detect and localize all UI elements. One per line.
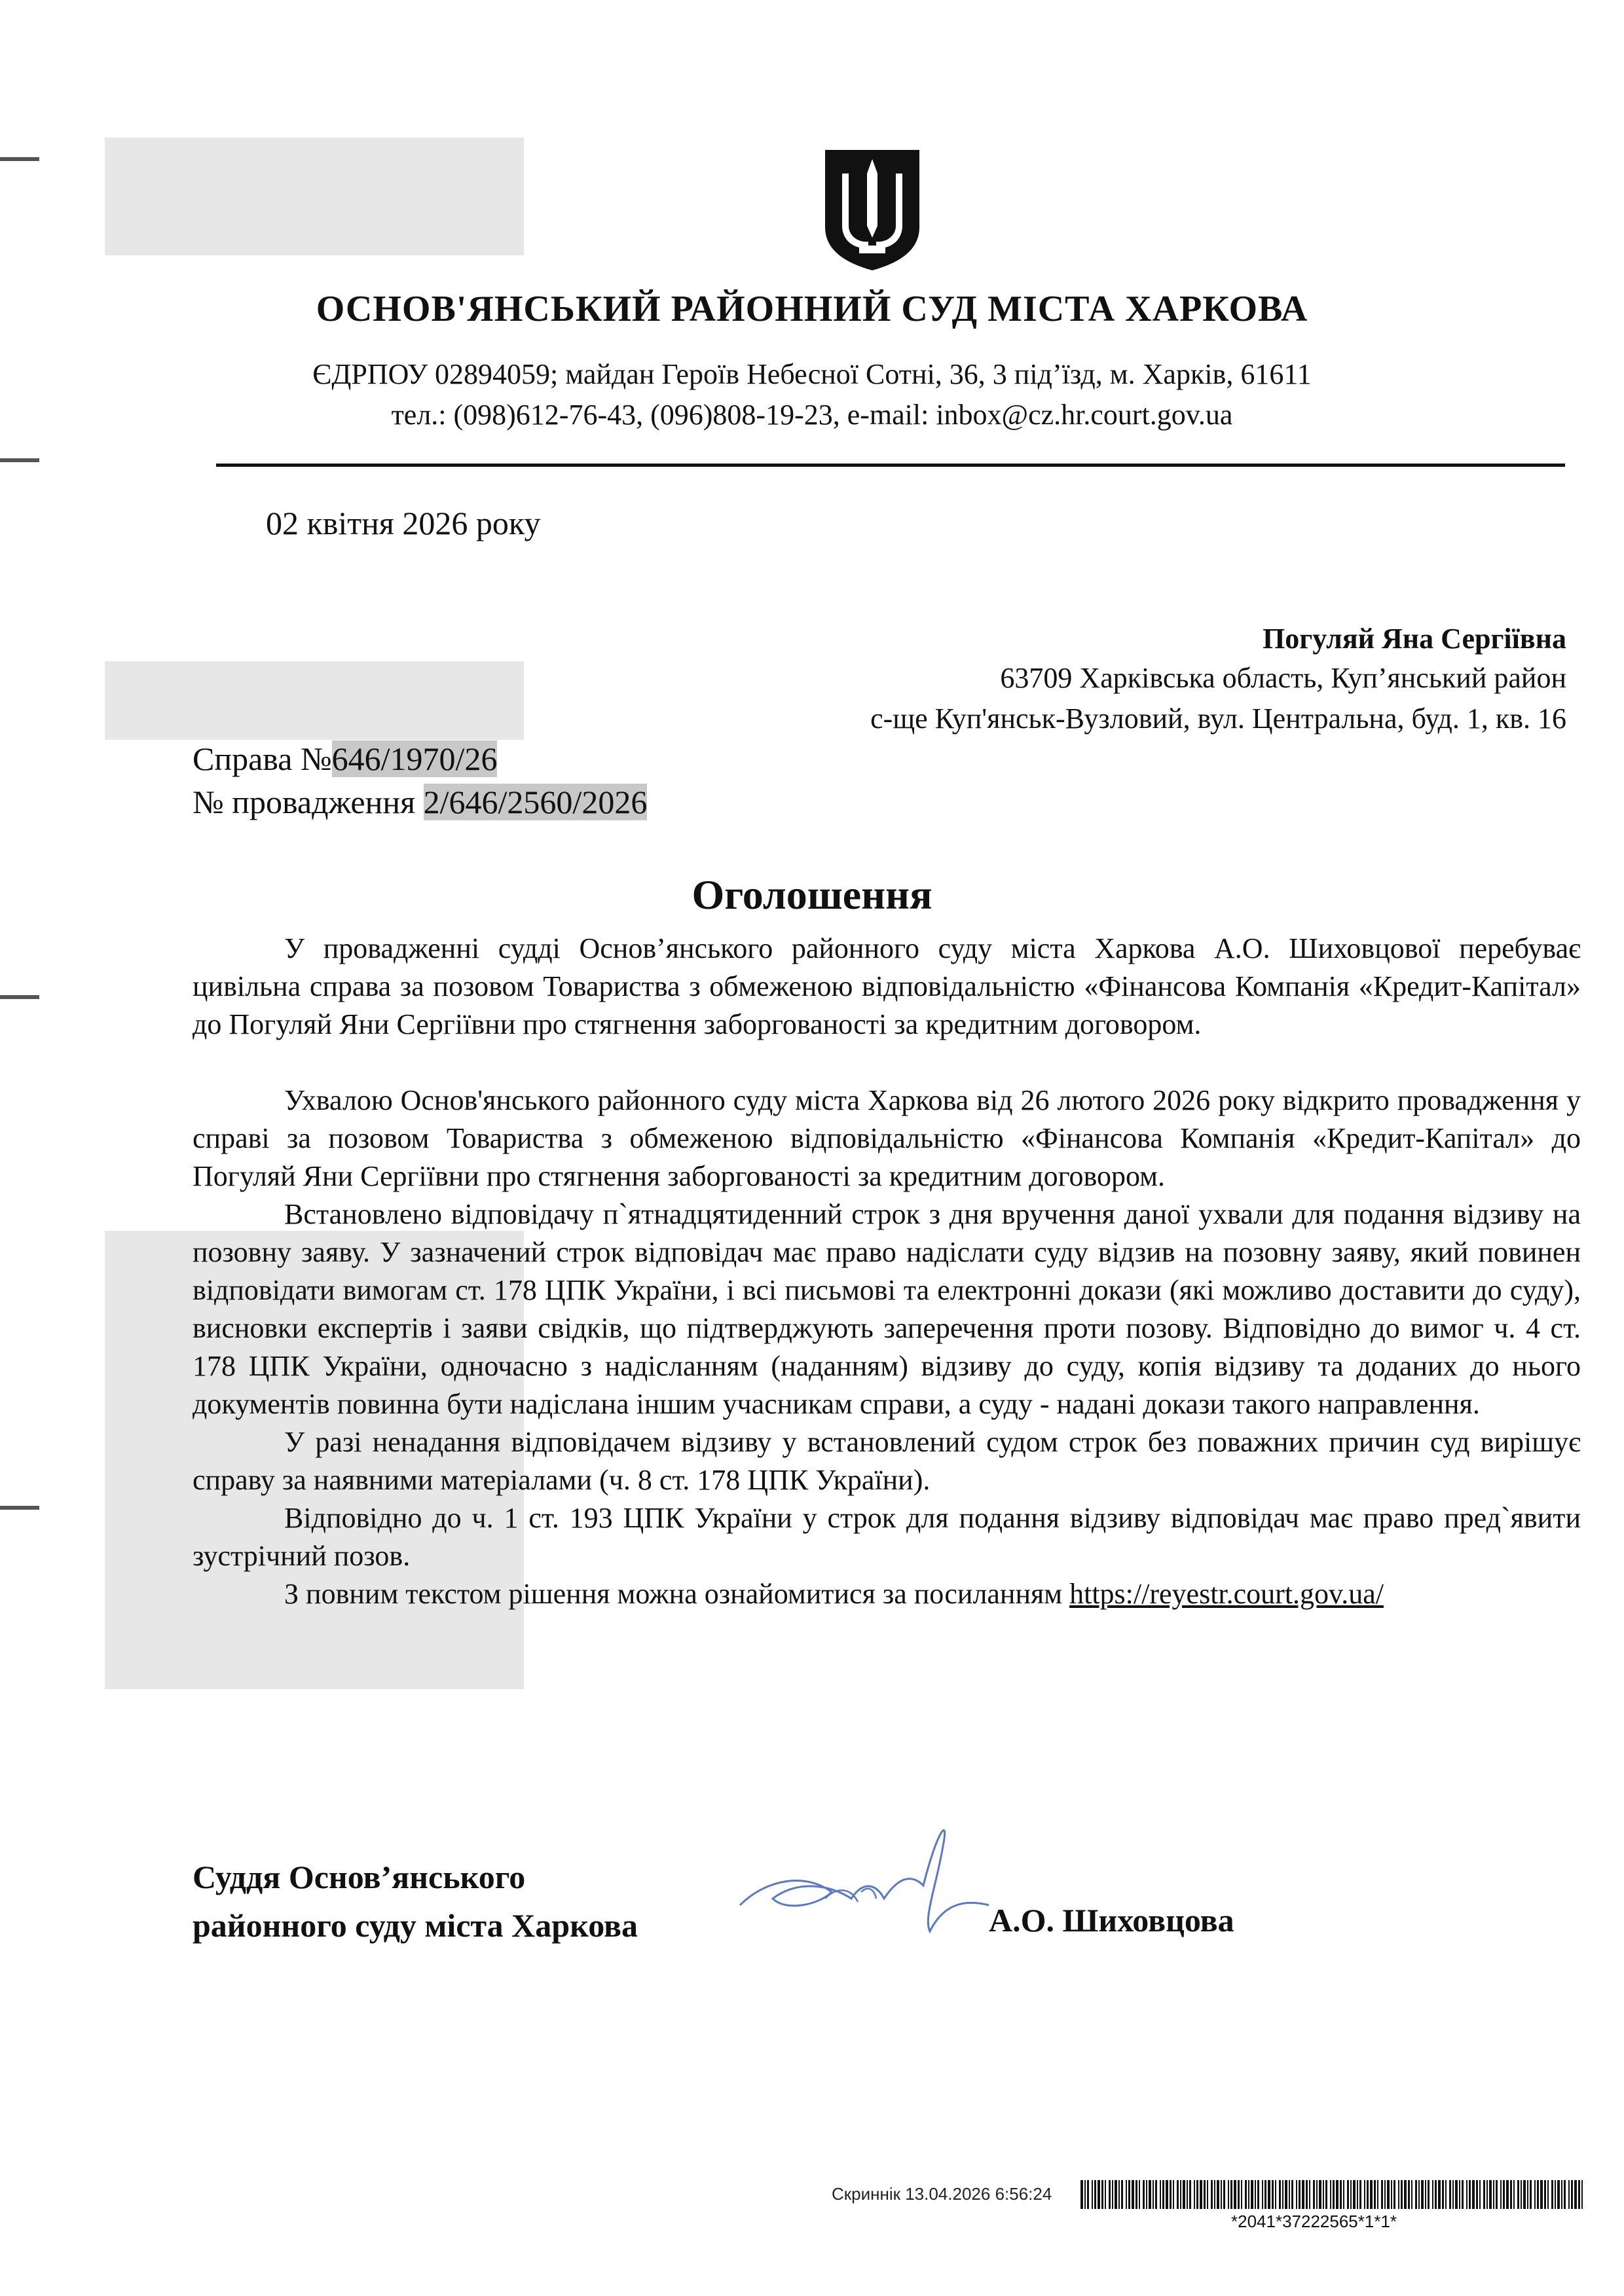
barcode-bar: [1391, 2180, 1392, 2209]
paragraph-4: У разі ненадання відповідачем відзиву у встановлений судом строк без поважних причин суд вирішує справу за наявними матеріалами (ч. 8 ст. 178 ЦПК України).: [193, 1426, 1581, 1496]
barcode-bar: [1118, 2180, 1120, 2209]
recipient-address-line1: 63709 Харківська область, Куп’янський район: [1000, 662, 1566, 694]
barcode-bar: [1094, 2180, 1096, 2209]
barcode-bar: [1173, 2180, 1174, 2209]
barcode-bar: [1272, 2180, 1274, 2209]
barcode-bar: [1248, 2180, 1249, 2209]
barcode-bar: [1561, 2180, 1562, 2209]
barcode-bar: [1234, 2180, 1236, 2209]
barcode-bar: [1343, 2180, 1344, 2209]
barcode-bar: [1459, 2180, 1460, 2209]
barcode-bar: [1547, 2180, 1549, 2209]
barcode-bar: [1309, 2180, 1310, 2209]
paragraph-6: [193, 1575, 1581, 1613]
barcode-bar: [1112, 2180, 1113, 2209]
barcode-bar: [1521, 2180, 1522, 2209]
recipient-address-line2: с-ще Куп'янськ-Вузловий, вул. Центральна, буд. 1, кв. 16: [870, 702, 1566, 735]
barcode: [1080, 2180, 1585, 2209]
barcode-bar: [1517, 2180, 1519, 2209]
barcode-bar: [1500, 2180, 1502, 2209]
barcode-bar: [1537, 2180, 1539, 2209]
case-number-line: [193, 740, 497, 778]
barcode-bar: [1155, 2180, 1157, 2209]
barcode-bar: [1285, 2180, 1287, 2209]
barcode-bar: [1214, 2180, 1215, 2209]
barcode-bar: [1503, 2180, 1505, 2209]
barcode-bar: [1166, 2180, 1168, 2209]
barcode-bar: [1523, 2180, 1526, 2209]
paragraph-3: Встановлено відповідачу п`ятнадцятиденний строк з дня вручення даної ухвали для подання відзиву на позовну заяву. У зазначений строк відповідач має право надіслати суду відзив на позовну заяву, який повинен відповідати вимогам ст. 178 ЦПК України, і всі письмові та електронні докази (які можливо доставити до суду), висновки експертів і заяви свідків, що підтверджують заперечення проти позову. Відповідно до вимог ч. 4 ст. 178 ЦПК України, одночасно з надісланням (наданням) відзиву до суду, копія відзиву та доданих до нього документів повинна бути надіслана іншим учасникам справи, а суду - надані докази такого направлення.: [193, 1198, 1581, 1420]
letter-date: 02 квітня 2026 року: [266, 505, 541, 541]
barcode-bar: [1359, 2180, 1361, 2209]
barcode-bar: [1177, 2180, 1179, 2209]
barcode-bar: [1393, 2180, 1395, 2209]
court-name: ОСНОВ'ЯНСЬКИЙ РАЙОННИЙ СУД МІСТА ХАРКОВА: [316, 289, 1308, 329]
scan-artifact: [0, 157, 39, 161]
barcode-bar: [1162, 2180, 1164, 2209]
header-divider: [216, 464, 1565, 467]
barcode-bar: [1445, 2180, 1447, 2209]
barcode-bar: [1299, 2180, 1301, 2209]
barcode-bar: [1336, 2180, 1338, 2209]
barcode-bar: [1325, 2180, 1327, 2209]
barcode-bar: [1455, 2180, 1458, 2209]
barcode-bar: [1333, 2180, 1335, 2209]
barcode-bar: [1534, 2180, 1536, 2209]
barcode-bar: [1238, 2180, 1240, 2209]
paragraph-2: Ухвалою Основ'янського районного суду міста Харкова від 26 лютого 2026 року відкрито провадження у справі за позовом Товариства з обмеженою відповідальністю «Фінансова Компанія «Кредит-Капітал» до Погуляй Яни Сергіївни про стягнення заборгованості за кредитним договором.: [193, 1084, 1581, 1192]
barcode-bar: [1493, 2180, 1494, 2209]
registry-link[interactable]: https://reyestr.court.gov.ua/: [1069, 1578, 1384, 1610]
barcode-bar: [1513, 2180, 1515, 2209]
barcode-bar: [1262, 2180, 1263, 2209]
barcode-text: *2041*37222565*1*1*: [1231, 2212, 1397, 2231]
barcode-bar: [1370, 2180, 1373, 2209]
barcode-bar: [1428, 2180, 1430, 2209]
barcode-bar: [1245, 2180, 1247, 2209]
barcode-bar: [1183, 2180, 1185, 2209]
scanner-stamp: Скриннік 13.04.2026 6:56:24: [832, 2184, 1052, 2204]
barcode-bar: [1228, 2180, 1229, 2209]
barcode-bar: [1449, 2180, 1451, 2209]
barcode-bar: [1438, 2180, 1441, 2209]
barcode-bar: [1196, 2180, 1198, 2209]
case-label: Справа №: [193, 740, 332, 777]
barcode-bar: [1398, 2180, 1399, 2209]
barcode-bar: [1268, 2180, 1270, 2209]
barcode-bar: [1418, 2180, 1420, 2209]
barcode-bar: [1084, 2180, 1086, 2209]
barcode-bar: [1153, 2180, 1154, 2209]
barcode-bar: [1510, 2180, 1512, 2209]
barcode-bar: [1381, 2180, 1383, 2209]
barcode-bar: [1350, 2180, 1352, 2209]
barcode-bar: [1571, 2180, 1573, 2209]
barcode-bar: [1432, 2180, 1433, 2209]
barcode-bar: [1425, 2180, 1426, 2209]
barcode-bar: [1121, 2180, 1123, 2209]
barcode-bar: [1221, 2180, 1222, 2209]
barcode-bar: [1540, 2180, 1543, 2209]
barcode-bar: [1578, 2180, 1580, 2209]
scan-artifact: [0, 458, 39, 462]
barcode-bar: [1146, 2180, 1147, 2209]
scan-artifact: [105, 137, 524, 255]
barcode-bar: [1279, 2180, 1281, 2209]
court-address: ЄДРПОУ 02894059; майдан Героїв Небесної Сотні, 36, 3 під’їзд, м. Харків, 61611: [312, 358, 1312, 390]
barcode-bar: [1404, 2180, 1407, 2209]
barcode-bar: [1149, 2180, 1151, 2209]
barcode-bar: [1415, 2180, 1417, 2209]
barcode-bar: [1479, 2180, 1481, 2209]
barcode-bar: [1496, 2180, 1498, 2209]
barcode-bar: [1452, 2180, 1454, 2209]
barcode-bar: [1353, 2180, 1356, 2209]
barcode-bar: [1319, 2180, 1321, 2209]
barcode-bar: [1207, 2180, 1208, 2209]
handwritten-signature-icon: [727, 1807, 1002, 1964]
barcode-bar: [1581, 2180, 1583, 2209]
announcement-heading: Оголошення: [692, 871, 932, 918]
barcode-bar: [1557, 2180, 1560, 2209]
barcode-bar: [1291, 2180, 1293, 2209]
barcode-bar: [1230, 2180, 1232, 2209]
barcode-bar: [1187, 2180, 1188, 2209]
paragraph-5: Відповідно до ч. 1 ст. 193 ЦПК України у строк для подання відзиву відповідач має право пред`явити зустрічний позов.: [193, 1502, 1581, 1572]
barcode-bar: [1296, 2180, 1297, 2209]
barcode-bar: [1170, 2180, 1172, 2209]
barcode-bar: [1384, 2180, 1386, 2209]
barcode-bar: [1306, 2180, 1308, 2209]
barcode-bar: [1364, 2180, 1365, 2209]
barcode-bar: [1223, 2180, 1225, 2209]
barcode-bar: [1132, 2180, 1134, 2209]
barcode-bar: [1115, 2180, 1117, 2209]
barcode-bar: [1527, 2180, 1528, 2209]
barcode-bar: [1139, 2180, 1140, 2209]
barcode-bar: [1313, 2180, 1315, 2209]
barcode-bar: [1217, 2180, 1219, 2209]
barcode-bar: [1340, 2180, 1342, 2209]
barcode-bar: [1486, 2180, 1488, 2209]
barcode-bar: [1316, 2180, 1318, 2209]
scan-artifact: [105, 661, 524, 740]
barcode-bar: [1367, 2180, 1369, 2209]
scan-artifact: [0, 995, 39, 999]
barcode-bar: [1128, 2180, 1130, 2209]
barcode-bar: [1506, 2180, 1509, 2209]
barcode-bar: [1411, 2180, 1412, 2209]
barcode-bar: [1302, 2180, 1304, 2209]
judge-title-line2: районного суду міста Харкова: [193, 1907, 638, 1944]
judge-title-line1: Суддя Основ’янського: [193, 1859, 526, 1895]
barcode-bar: [1143, 2180, 1145, 2209]
judge-name: А.О. Шиховцова: [989, 1902, 1234, 1939]
barcode-bar: [1194, 2180, 1195, 2209]
barcode-bar: [1442, 2180, 1444, 2209]
barcode-bar: [1323, 2180, 1324, 2209]
barcode-bar: [1241, 2180, 1242, 2209]
barcode-bar: [1530, 2180, 1532, 2209]
barcode-bar: [1251, 2180, 1253, 2209]
barcode-bar: [1544, 2180, 1546, 2209]
barcode-bar: [1330, 2180, 1331, 2209]
barcode-bar: [1555, 2180, 1556, 2209]
barcode-bar: [1126, 2180, 1127, 2209]
barcode-bar: [1574, 2180, 1577, 2209]
case-number: 646/1970/26: [331, 740, 498, 777]
barcode-bar: [1211, 2180, 1213, 2209]
recipient-name: Погуляй Яна Сергіївна: [1263, 623, 1566, 655]
barcode-bar: [1289, 2180, 1290, 2209]
barcode-bar: [1377, 2180, 1378, 2209]
barcode-bar: [1264, 2180, 1266, 2209]
scan-artifact: [0, 1506, 39, 1510]
barcode-bar: [1080, 2180, 1083, 2209]
barcode-bar: [1257, 2180, 1259, 2209]
barcode-bar: [1282, 2180, 1283, 2209]
barcode-bar: [1255, 2180, 1256, 2209]
barcode-bar: [1374, 2180, 1376, 2209]
barcode-bar: [1387, 2180, 1390, 2209]
court-contacts: тел.: (098)612-76-43, (096)808-19-23, e-mail: inbox@cz.hr.court.gov.ua: [391, 399, 1233, 431]
proceeding-label: № провадження: [193, 784, 424, 820]
barcode-bar: [1347, 2180, 1349, 2209]
barcode-bar: [1568, 2180, 1570, 2209]
judge-title: [193, 1853, 638, 1950]
barcode-bar: [1401, 2180, 1403, 2209]
trident-emblem-icon: [822, 147, 922, 272]
barcode-bar: [1462, 2180, 1464, 2209]
barcode-bar: [1160, 2180, 1161, 2209]
paragraph-1: У провадженні судді Основ’янського районного суду міста Харкова А.О. Шиховцової перебуває цивільна справа за позовом Товариства з обмеженою відповідальністю «Фінансова Компанія «Кредит-Капітал» до Погуляй Яни Сергіївни про стягнення заборгованості за кредитним договором.: [193, 932, 1581, 1040]
barcode-bar: [1421, 2180, 1424, 2209]
barcode-bar: [1472, 2180, 1475, 2209]
barcode-bar: [1200, 2180, 1202, 2209]
paragraph-6-text: З повним текстом рішення можна ознайомитися за посиланням: [284, 1578, 1070, 1610]
announcement-body: [193, 930, 1581, 1613]
barcode-bar: [1564, 2180, 1566, 2209]
barcode-bar: [1135, 2180, 1137, 2209]
barcode-bar: [1098, 2180, 1100, 2209]
barcode-bar: [1189, 2180, 1191, 2209]
barcode-bar: [1109, 2180, 1111, 2209]
barcode-bar: [1469, 2180, 1471, 2209]
barcode-bar: [1101, 2180, 1103, 2209]
barcode-bar: [1105, 2180, 1106, 2209]
barcode-bar: [1204, 2180, 1206, 2209]
barcode-bar: [1092, 2180, 1093, 2209]
barcode-bar: [1357, 2180, 1358, 2209]
barcode-bar: [1466, 2180, 1467, 2209]
barcode-bar: [1408, 2180, 1410, 2209]
barcode-bar: [1551, 2180, 1553, 2209]
barcode-bar: [1180, 2180, 1181, 2209]
barcode-bar: [1087, 2180, 1089, 2209]
barcode-bar: [1483, 2180, 1485, 2209]
barcode-bar: [1489, 2180, 1492, 2209]
proceeding-number-line: [193, 783, 647, 821]
barcode-bar: [1476, 2180, 1478, 2209]
proceeding-number: 2/646/2560/2026: [423, 784, 648, 820]
barcode-bar: [1275, 2180, 1276, 2209]
barcode-bar: [1435, 2180, 1437, 2209]
